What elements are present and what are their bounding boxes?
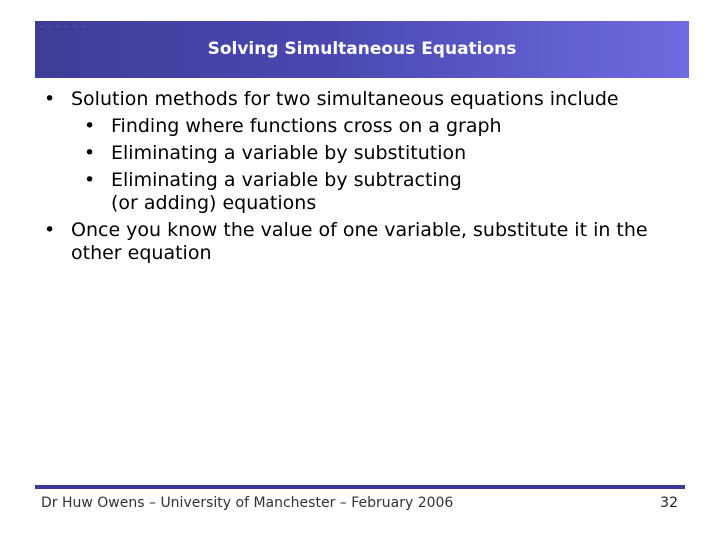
sub-bullet-text: Eliminating a variable by substitution [111,142,467,164]
footer-divider [35,485,685,489]
bullet-item-methods [44,88,684,111]
bullet-item-substitute [44,219,684,265]
sub-bullet-marker: • [84,115,96,137]
sub-bullet-continuation: (or adding) equations [111,192,317,214]
bullet-marker: • [44,219,56,241]
sub-bullet-item-graph [44,115,684,138]
slide-title: Solving Simultaneous Equations [207,39,517,59]
sub-bullet-item-subtracting [44,169,684,215]
sub-bullet-marker: • [84,169,96,191]
footer-credit: Dr Huw Owens – University of Manchester – February 2006 [41,495,454,511]
page-number: 32 [660,495,678,511]
slide-content [44,88,684,268]
sub-bullet-item-substitution [44,142,684,165]
sub-bullet-text: Finding where functions cross on a graph [111,115,502,137]
sub-bullet-marker: • [84,142,96,164]
bullet-text: Solution methods for two simultaneous equations include [71,88,619,110]
title-decoration-dots: . . . . . . [40,21,87,29]
sub-bullet-text: Eliminating a variable by subtracting [111,169,462,191]
bullet-text: Once you know the value of one variable, substitute it in the other equation [71,219,648,264]
bullet-marker: • [44,88,56,110]
sub-bullet-list [44,115,684,215]
title-bar [35,21,689,78]
